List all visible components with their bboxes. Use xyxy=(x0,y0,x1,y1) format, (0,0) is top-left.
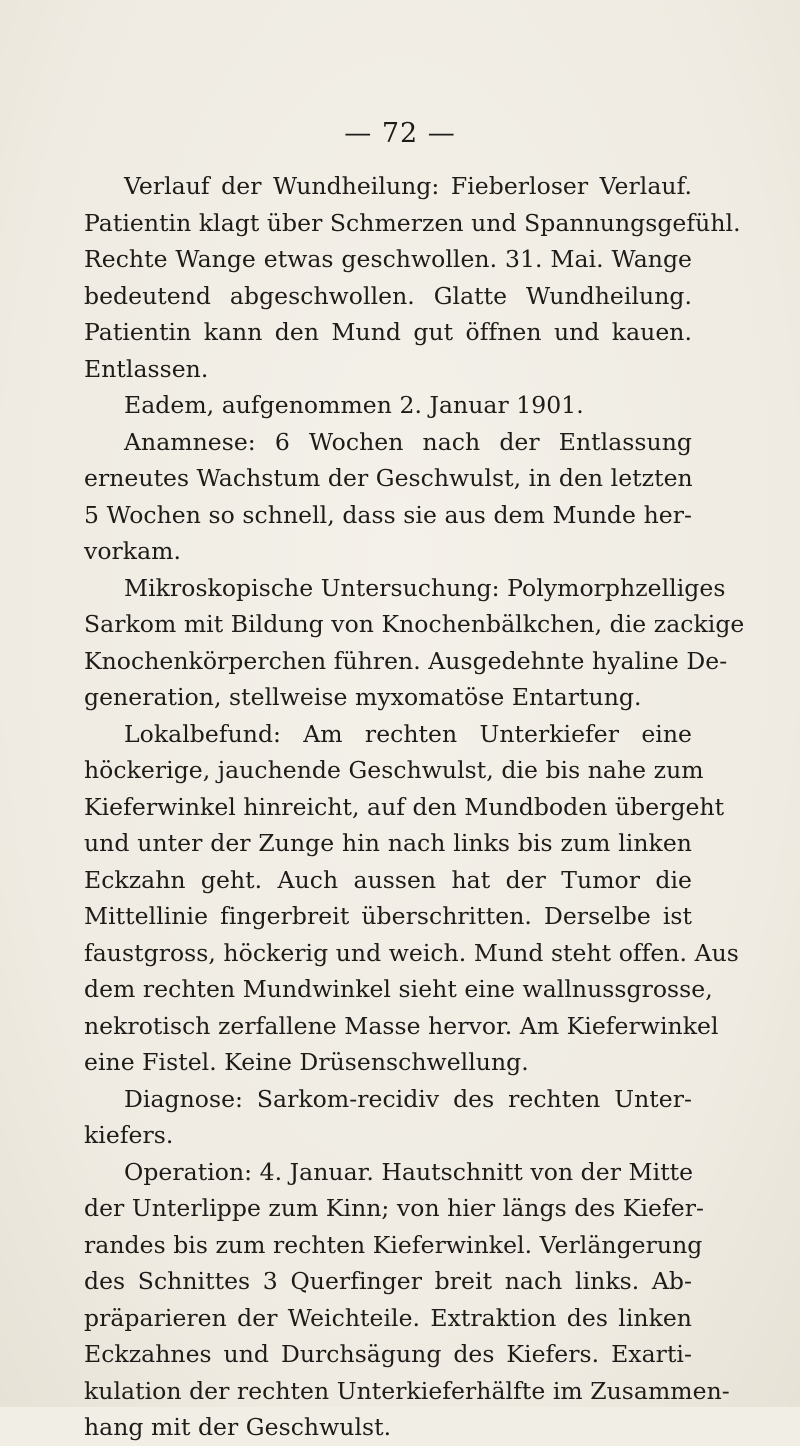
text-line: Eckzahn geht. Auch aussen hat der Tumor die xyxy=(84,865,692,894)
text-line: 5 Wochen so schnell, dass sie aus dem Munde her- xyxy=(84,500,692,529)
text-line: Eadem, aufgenommen 2. Januar 1901. xyxy=(124,391,584,419)
text-line: kiefers. xyxy=(84,1121,174,1149)
text-line: erneutes Wachstum der Geschwulst, in den letzten xyxy=(84,464,693,492)
text-line: Lokalbefund: Am rechten Unterkiefer eine xyxy=(124,719,692,748)
text-line: Verlauf der Wundheilung: Fieberloser Verlauf. xyxy=(124,172,692,200)
text-line: Mittellinie fingerbreit überschritten. Derselbe ist xyxy=(84,902,692,930)
text-line: eine Fistel. Keine Drüsenschwellung. xyxy=(84,1048,529,1076)
text-line: Rechte Wange etwas geschwollen. 31. Mai. Wange xyxy=(84,245,692,273)
text-line: faustgross, höckerig und weich. Mund steht offen. Aus xyxy=(84,938,739,967)
text-line: Eckzahnes und Durchsägung des Kiefers. Exarti- xyxy=(84,1340,692,1368)
page-number: — 72 — xyxy=(344,118,456,149)
text-line: hang mit der Geschwulst. xyxy=(84,1413,392,1441)
text-line: Kieferwinkel hinreicht, auf den Mundboden übergeht xyxy=(84,792,725,821)
text-line: präparieren der Weichteile. Extraktion des linken xyxy=(84,1303,692,1332)
text-line: Mikroskopische Untersuchung: Polymorphzelliges xyxy=(124,573,726,602)
text-line: randes bis zum rechten Kieferwinkel. Verlängerung xyxy=(84,1230,703,1259)
text-line: dem rechten Mundwinkel sieht eine wallnussgrosse, xyxy=(84,975,713,1003)
text-line: bedeutend abgeschwollen. Glatte Wundheilung. xyxy=(84,281,692,310)
text-line: Operation: 4. Januar. Hautschnitt von der Mitte xyxy=(124,1157,694,1186)
text-line: kulation der rechten Unterkieferhälfte im Zusammen- xyxy=(84,1376,730,1405)
text-line: Diagnose: Sarkom-recidiv des rechten Unter- xyxy=(124,1084,692,1113)
body-text xyxy=(84,168,745,1446)
text-line: Entlassen. xyxy=(84,354,209,383)
text-line: Patientin kann den Mund gut öffnen und kauen. xyxy=(84,318,692,346)
text-line: generation, stellweise myxomatöse Entartung. xyxy=(84,683,642,711)
text-line: nekrotisch zerfallene Masse hervor. Am Kieferwinkel xyxy=(84,1011,719,1040)
text-line: Anamnese: 6 Wochen nach der Entlassung xyxy=(124,427,692,456)
text-line: vorkam. xyxy=(84,537,182,565)
text-line: und unter der Zunge hin nach links bis zum linken xyxy=(84,829,692,857)
text-line: Knochenkörperchen führen. Ausgedehnte hyaline De- xyxy=(84,646,728,675)
text-line: der Unterlippe zum Kinn; von hier längs des Kiefer- xyxy=(84,1194,704,1222)
text-line: höckerige, jauchende Geschwulst, die bis nahe zum xyxy=(84,756,704,784)
text-line: des Schnittes 3 Querfinger breit nach links. Ab- xyxy=(84,1267,692,1295)
text-line: Sarkom mit Bildung von Knochenbälkchen, die zackige xyxy=(84,610,745,638)
text-line: Patientin klagt über Schmerzen und Spannungsgefühl. xyxy=(84,208,741,237)
